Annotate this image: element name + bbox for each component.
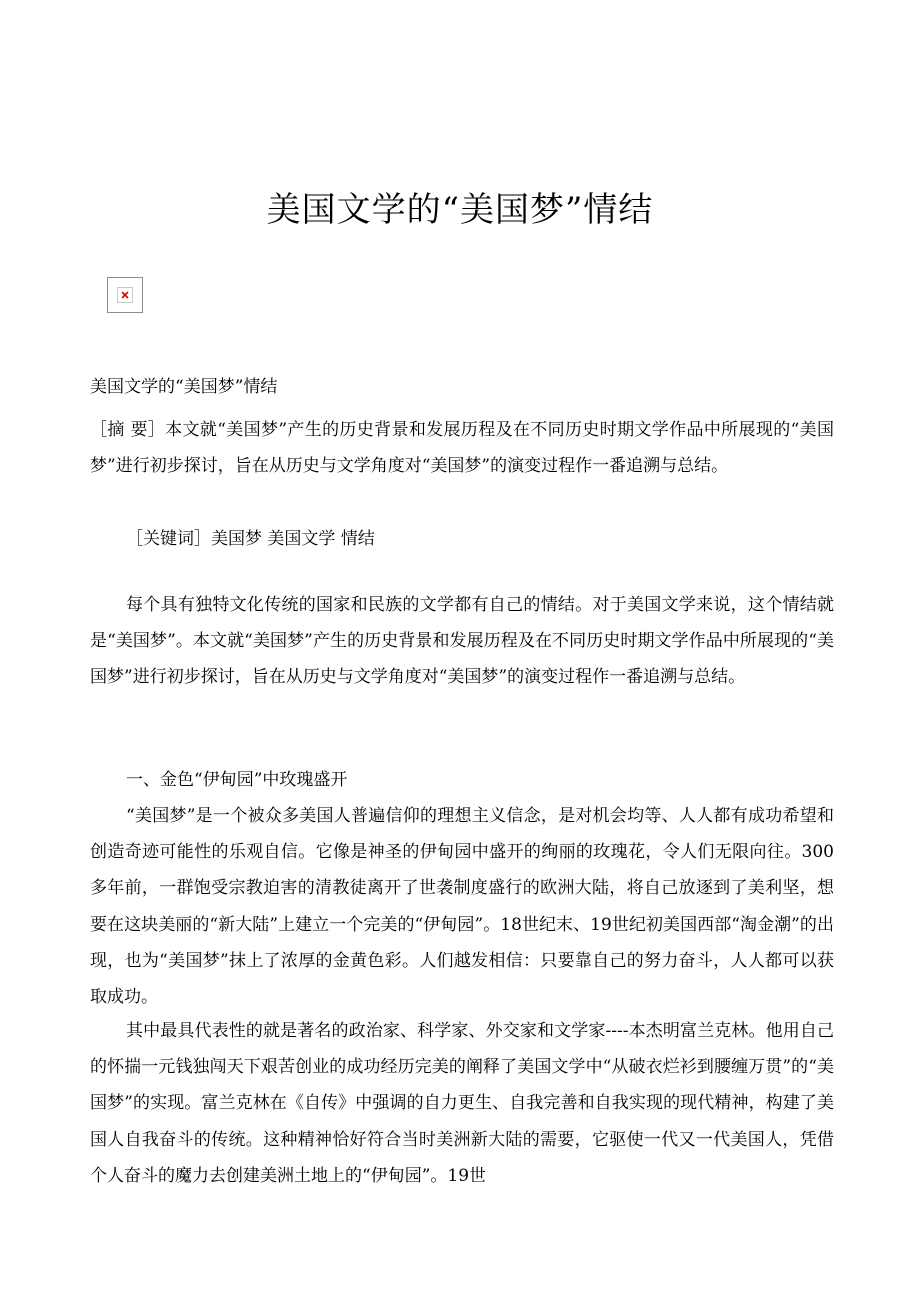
broken-image-icon xyxy=(107,277,143,313)
intro-paragraph: 每个具有独特文化传统的国家和民族的文学都有自己的情结。对于美国文学来说，这个情结就是“美国梦”。本文就“美国梦”产生的历史背景和发展历程及在不同历史时期文学作品中所展现的“美国梦”进行初步探讨，旨在从历史与文学角度对“美国梦”的演变过程作一番追溯与总结。 xyxy=(90,595,834,688)
broken-image-frame xyxy=(117,287,133,303)
document-title: 美国文学的“美国梦”情结 xyxy=(266,190,654,230)
body-paragraph-1: “美国梦”是一个被众多美国人普遍信仰的理想主义信念，是对机会均等、人人都有成功希望和创造奇迹可能性的乐观自信。它像是神圣的伊甸园中盛开的绚丽的玫瑰花，令人们无限向往。300多年前，一群饱受宗教迫害的清教徒离开了世袭制度盛行的欧洲大陆，将自己放逐到了美利坚，想要在这块美丽的“新大陆”上建立一个完美的“伊甸园”。18世纪末、19世纪初美国西部“淘金潮”的出现，也为“美国梦”抹上了浓厚的金黄色彩。人们越发相信：只要靠自己的努力奋斗，人人都可以获取成功。 xyxy=(90,806,834,1008)
document-subtitle: 美国文学的“美国梦”情结 xyxy=(90,377,278,397)
close-x-icon xyxy=(121,291,129,299)
abstract-paragraph: ［摘 要］本文就“美国梦”产生的历史背景和发展历程及在不同历史时期文学作品中所展现的“美国梦”进行初步探讨，旨在从历史与文学角度对“美国梦”的演变过程作一番追溯与总结。 xyxy=(90,420,834,477)
keywords-line: ［关键词］美国梦 美国文学 情结 xyxy=(126,529,375,549)
section-heading: 一、金色“伊甸园”中玫瑰盛开 xyxy=(126,770,348,790)
body-paragraph-2: 其中最具代表性的就是著名的政治家、科学家、外交家和文学家----本杰明富兰克林。他用自己的怀揣一元钱独闯天下艰苦创业的成功经历完美的阐释了美国文学中“从破衣烂衫到腰缠万贯”的“美国梦”的实现。富兰克林在《自传》中强调的自力更生、自我完善和自我实现的现代精神，构建了美国人自我奋斗的传统。这种精神恰好符合当时美洲新大陆的需要，它驱使一代又一代美国人，凭借个人奋斗的魔力去创建美洲土地上的“伊甸园”。19世 xyxy=(90,1021,834,1186)
